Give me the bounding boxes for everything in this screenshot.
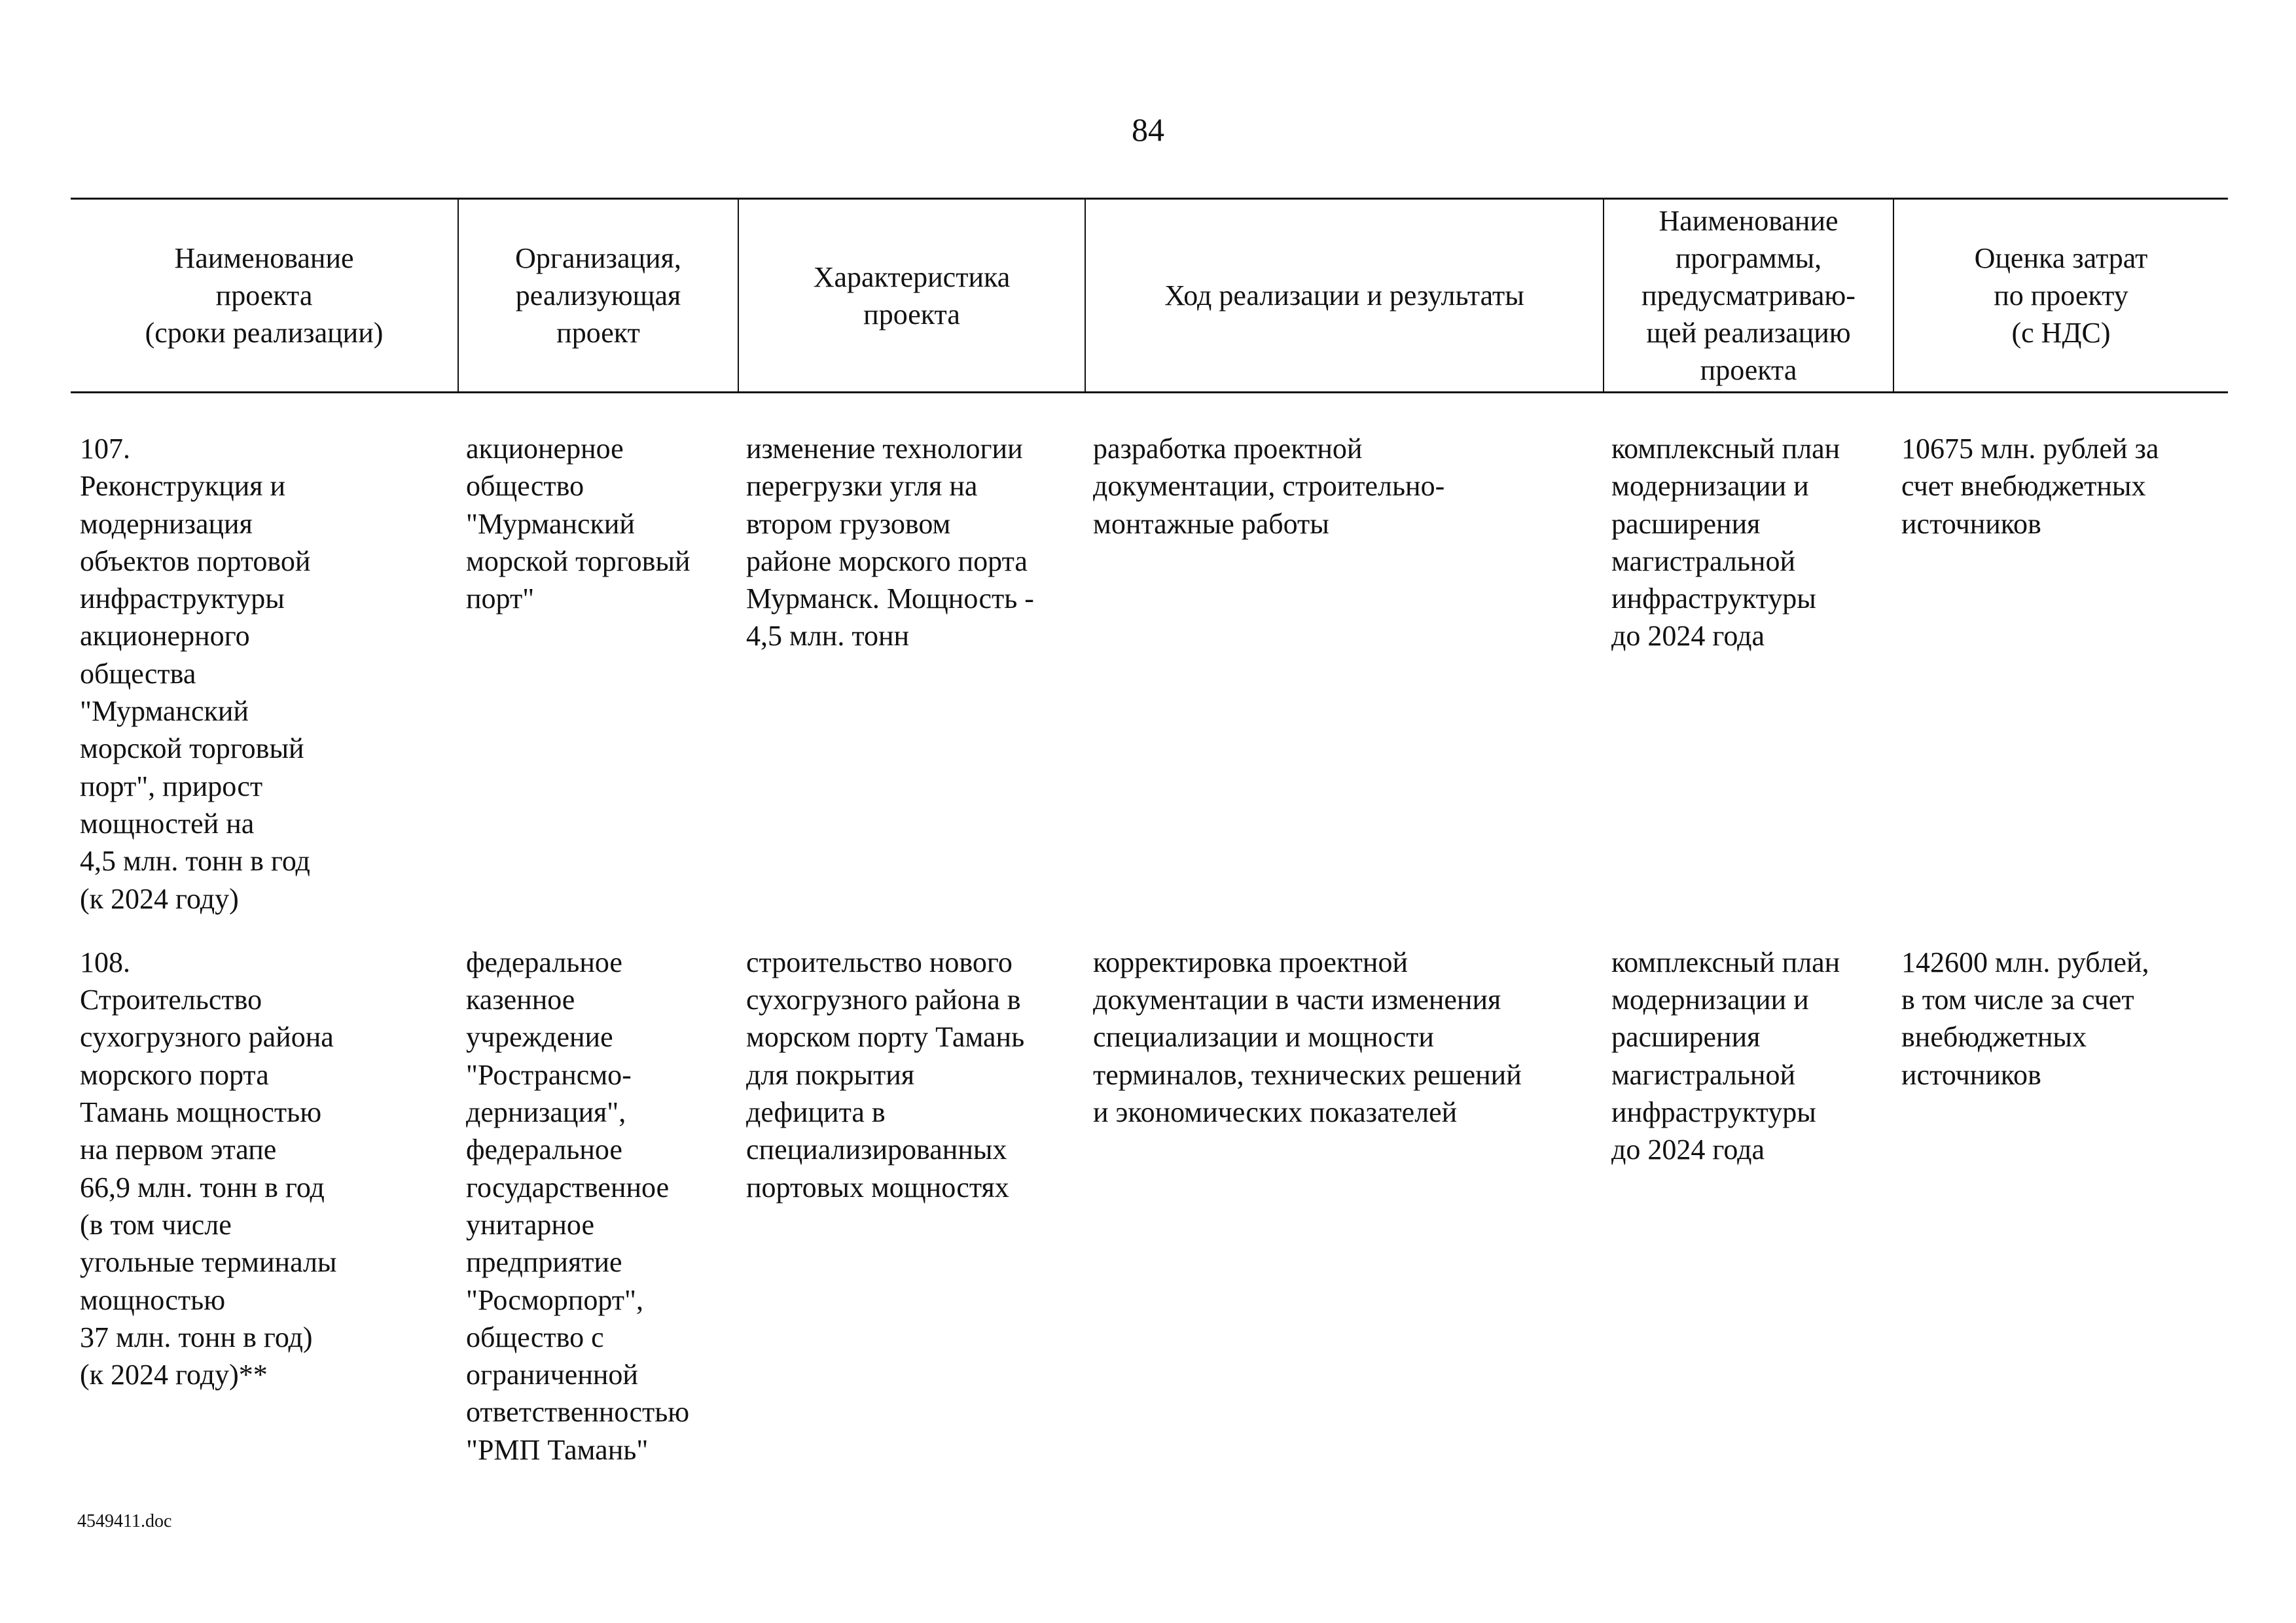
header-cost: Оценка затрат по проекту (с НДС) xyxy=(1893,199,2228,393)
cell-progress: корректировка проектной документации в части изменения специализации и мощности терминалов, технических решений и экономических показателей xyxy=(1093,946,1522,1129)
cell-cost: 10675 млн. рублей за счет внебюджетных источников xyxy=(1901,433,2159,540)
header-project-name: Наименование проекта (сроки реализации) xyxy=(71,199,458,393)
table-body xyxy=(71,393,2228,1469)
cell-progress: разработка проектной документации, строительно- монтажные работы xyxy=(1093,433,1445,540)
row-number: 107. xyxy=(80,433,130,465)
header-program: Наименование программы, предусматриваю- щей реализацию проекта xyxy=(1604,199,1893,393)
header-characteristic: Характеристика проекта xyxy=(738,199,1085,393)
cell-project-name xyxy=(71,393,458,918)
cell-cost: 142600 млн. рублей, в том числе за счет внебюджетных источников xyxy=(1901,946,2149,1091)
header-row xyxy=(71,199,2228,393)
cell-characteristic: изменение технологии перегрузки угля на втором грузовом районе морского порта Мурманск. Мощность - 4,5 млн. тонн xyxy=(746,433,1034,652)
projects-table-container xyxy=(71,198,2228,1469)
cell-organization: федеральное казенное учреждение "Ространсмо- дернизация", федеральное государственное унитарное предприятие "Росморпорт", общество с ограниченной ответственностью "РМП Тамань" xyxy=(466,946,690,1466)
cell-project-name xyxy=(71,918,458,1469)
table-row xyxy=(71,918,2228,1469)
projects-table xyxy=(71,198,2228,1469)
header-progress: Ход реализации и результаты xyxy=(1085,199,1604,393)
cell-program: комплексный план модернизации и расширения магистральной инфраструктуры до 2024 года xyxy=(1611,433,1840,652)
cell-program: комплексный план модернизации и расширения магистральной инфраструктуры до 2024 года xyxy=(1611,946,1840,1166)
header-organization: Организация, реализующая проект xyxy=(458,199,738,393)
document-id: 4549411.doc xyxy=(77,1511,172,1531)
table-row xyxy=(71,393,2228,918)
row-number: 108. xyxy=(80,946,130,978)
project-name: Реконструкция и модернизация объектов портовой инфраструктуры акционерного общества "Мурманский морской торговый порт", прирост мощностей на 4,5 млн. тонн в год (к 2024 году) xyxy=(80,470,311,915)
table-header xyxy=(71,199,2228,393)
cell-characteristic: строительство нового сухогрузного района в морском порту Тамань для покрытия дефицита в специализированных портовых мощностях xyxy=(746,946,1025,1204)
project-name: Строительство сухогрузного района морского порта Тамань мощностью на первом этапе 66,9 млн. тонн в год (в том числе угольные терминалы мощностью 37 млн. тонн в год) (к 2024 году)** xyxy=(80,984,337,1391)
page-number: 84 xyxy=(1132,111,1164,148)
cell-organization: акционерное общество "Мурманский морской торговый порт" xyxy=(466,433,691,615)
